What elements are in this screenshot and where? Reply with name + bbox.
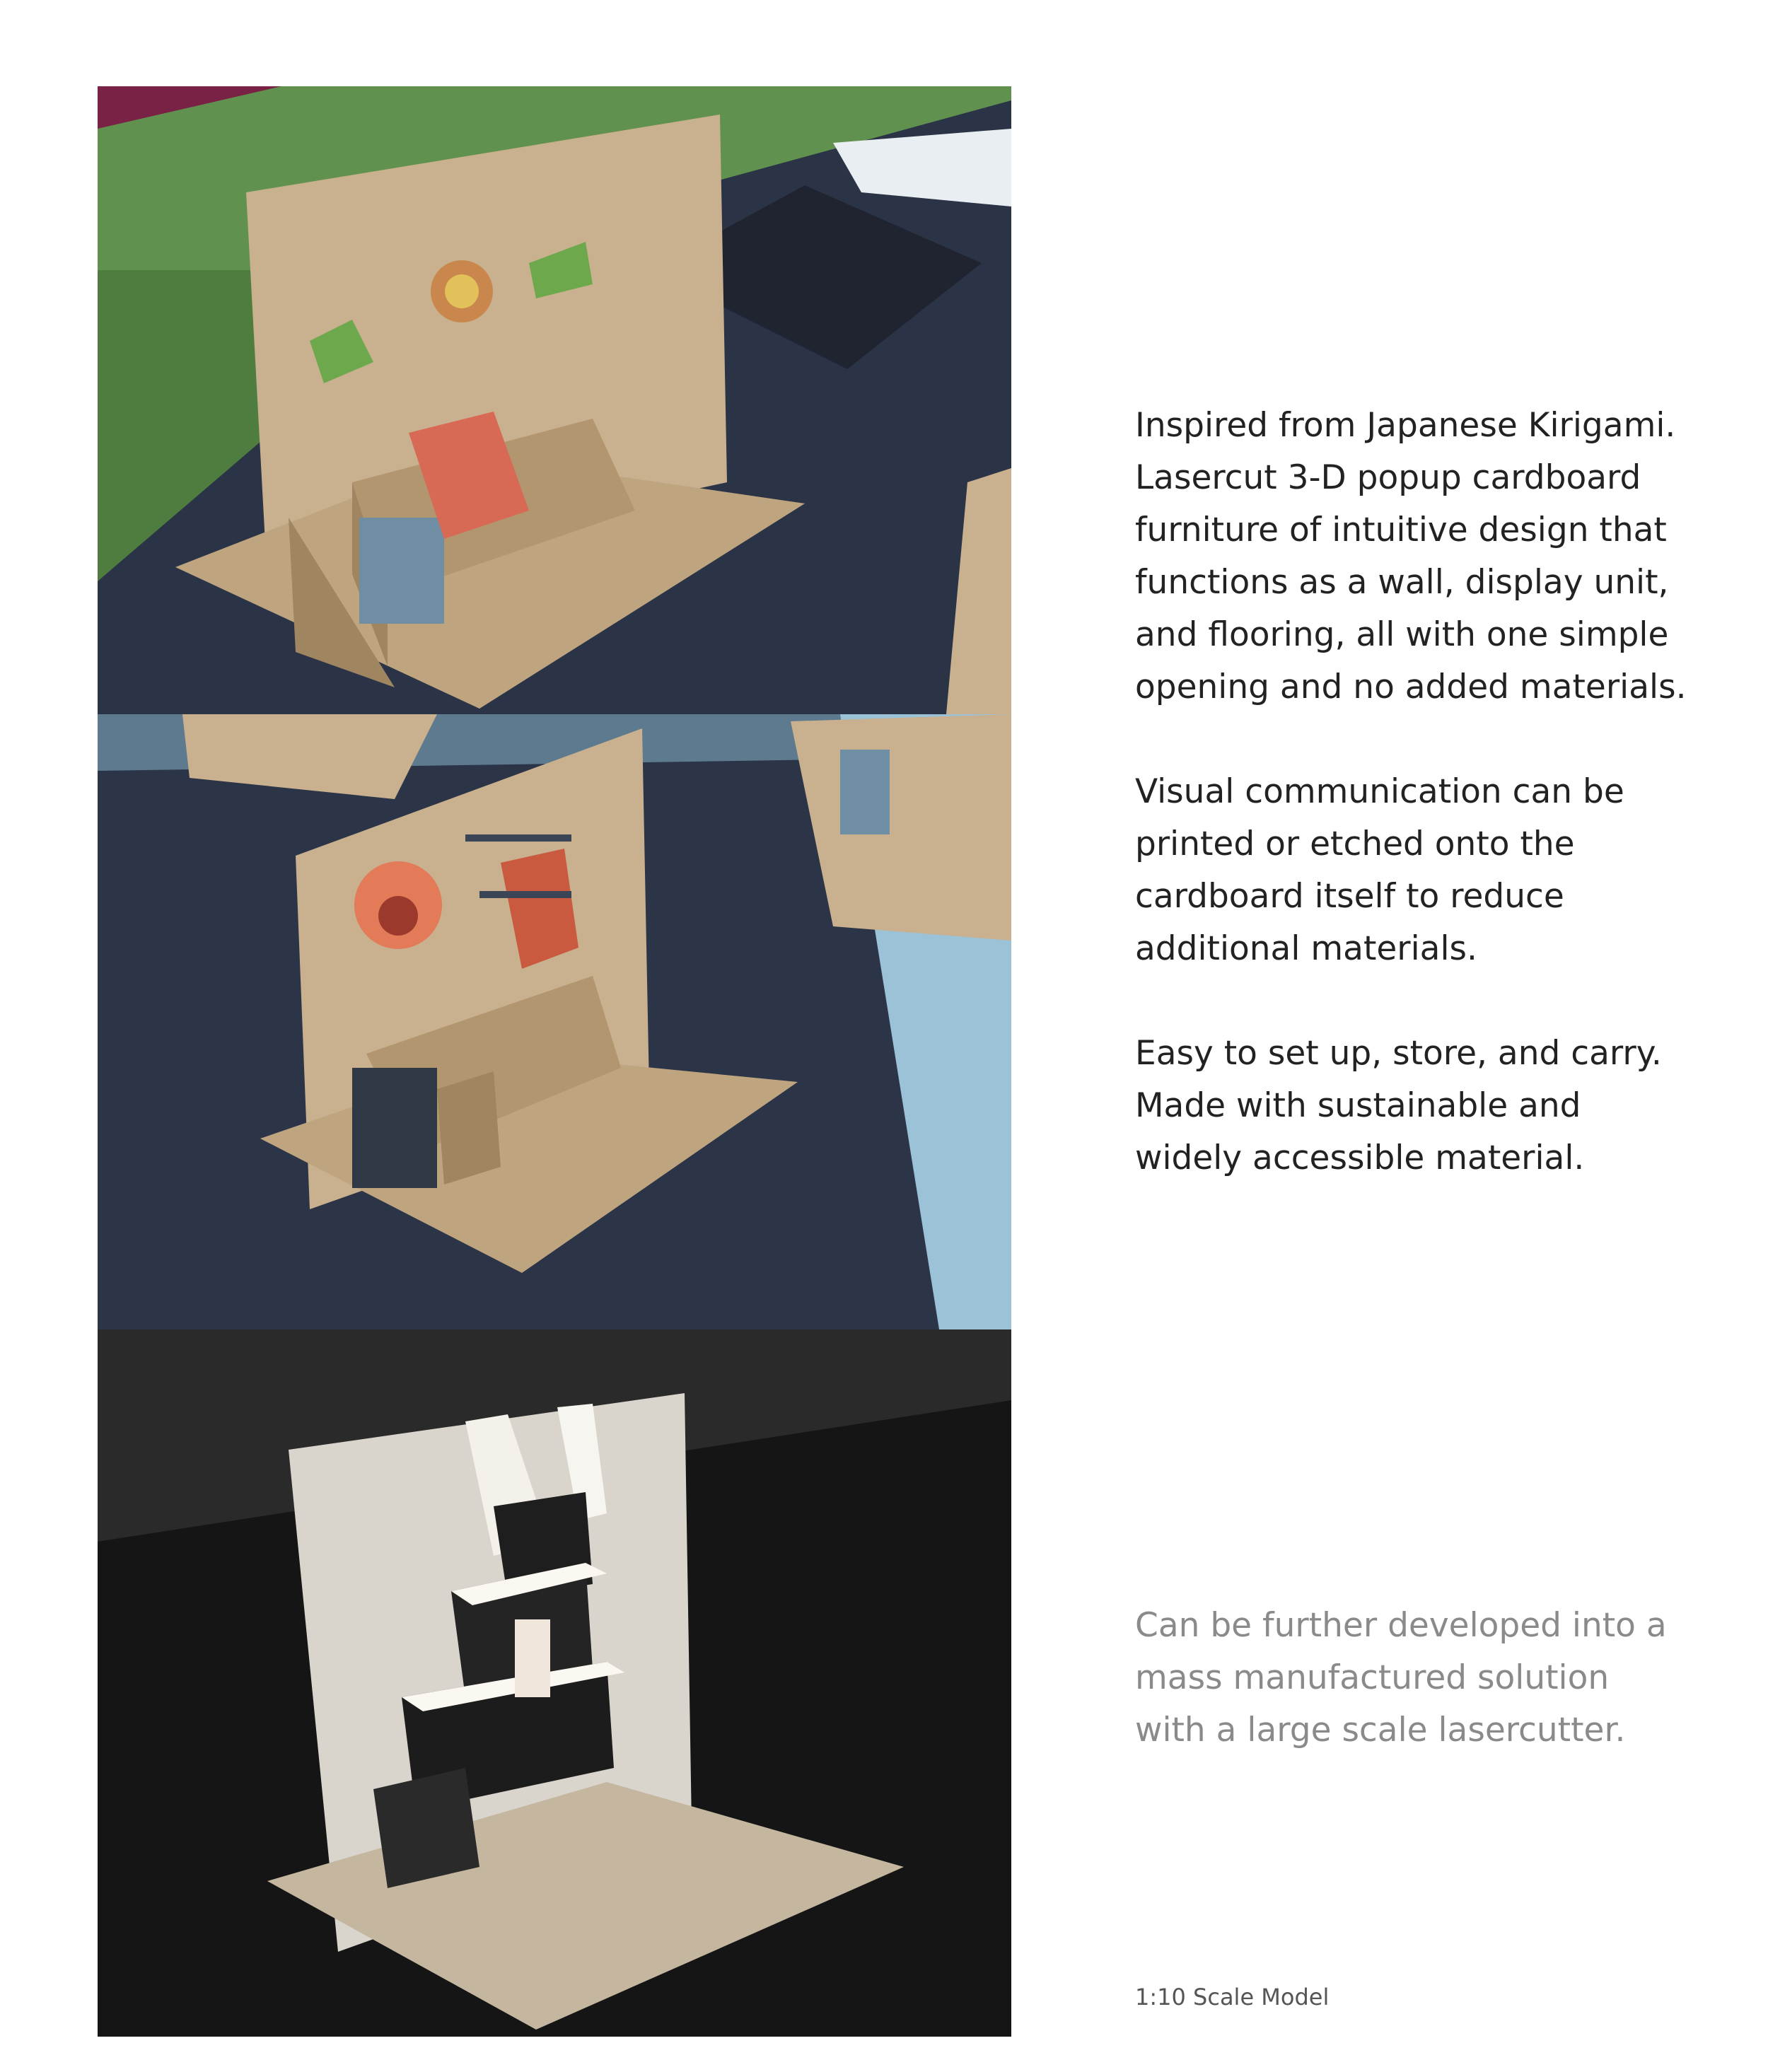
image-caption: 1:10 Scale Model (1135, 1984, 1330, 2010)
photo-display-model (98, 714, 1011, 1329)
description-paragraph-3: Easy to set up, store, and carry. Made with sustainable and widely accessible material. (1135, 1034, 1662, 1177)
development-note (1135, 1600, 1687, 1809)
development-note-text: Can be further developed into a mass manufactured solution with a large scale lasercutter. (1135, 1606, 1667, 1750)
photo-shelving-model (98, 1329, 1011, 2037)
description-paragraph-1: Inspired from Japanese Kirigami. Lasercut 3-D popup cardboard furniture of intuitive design that functions as a wall, display unit, and flooring, all with one simple opening and no added materials. (1135, 406, 1687, 706)
photo-column (98, 86, 1011, 2037)
description-paragraph-2: Visual communication can be printed or etched onto the cardboard itself to reduce additional materials. (1135, 772, 1624, 968)
description-text (1135, 400, 1687, 1237)
photo-sofa-model (98, 86, 1011, 714)
